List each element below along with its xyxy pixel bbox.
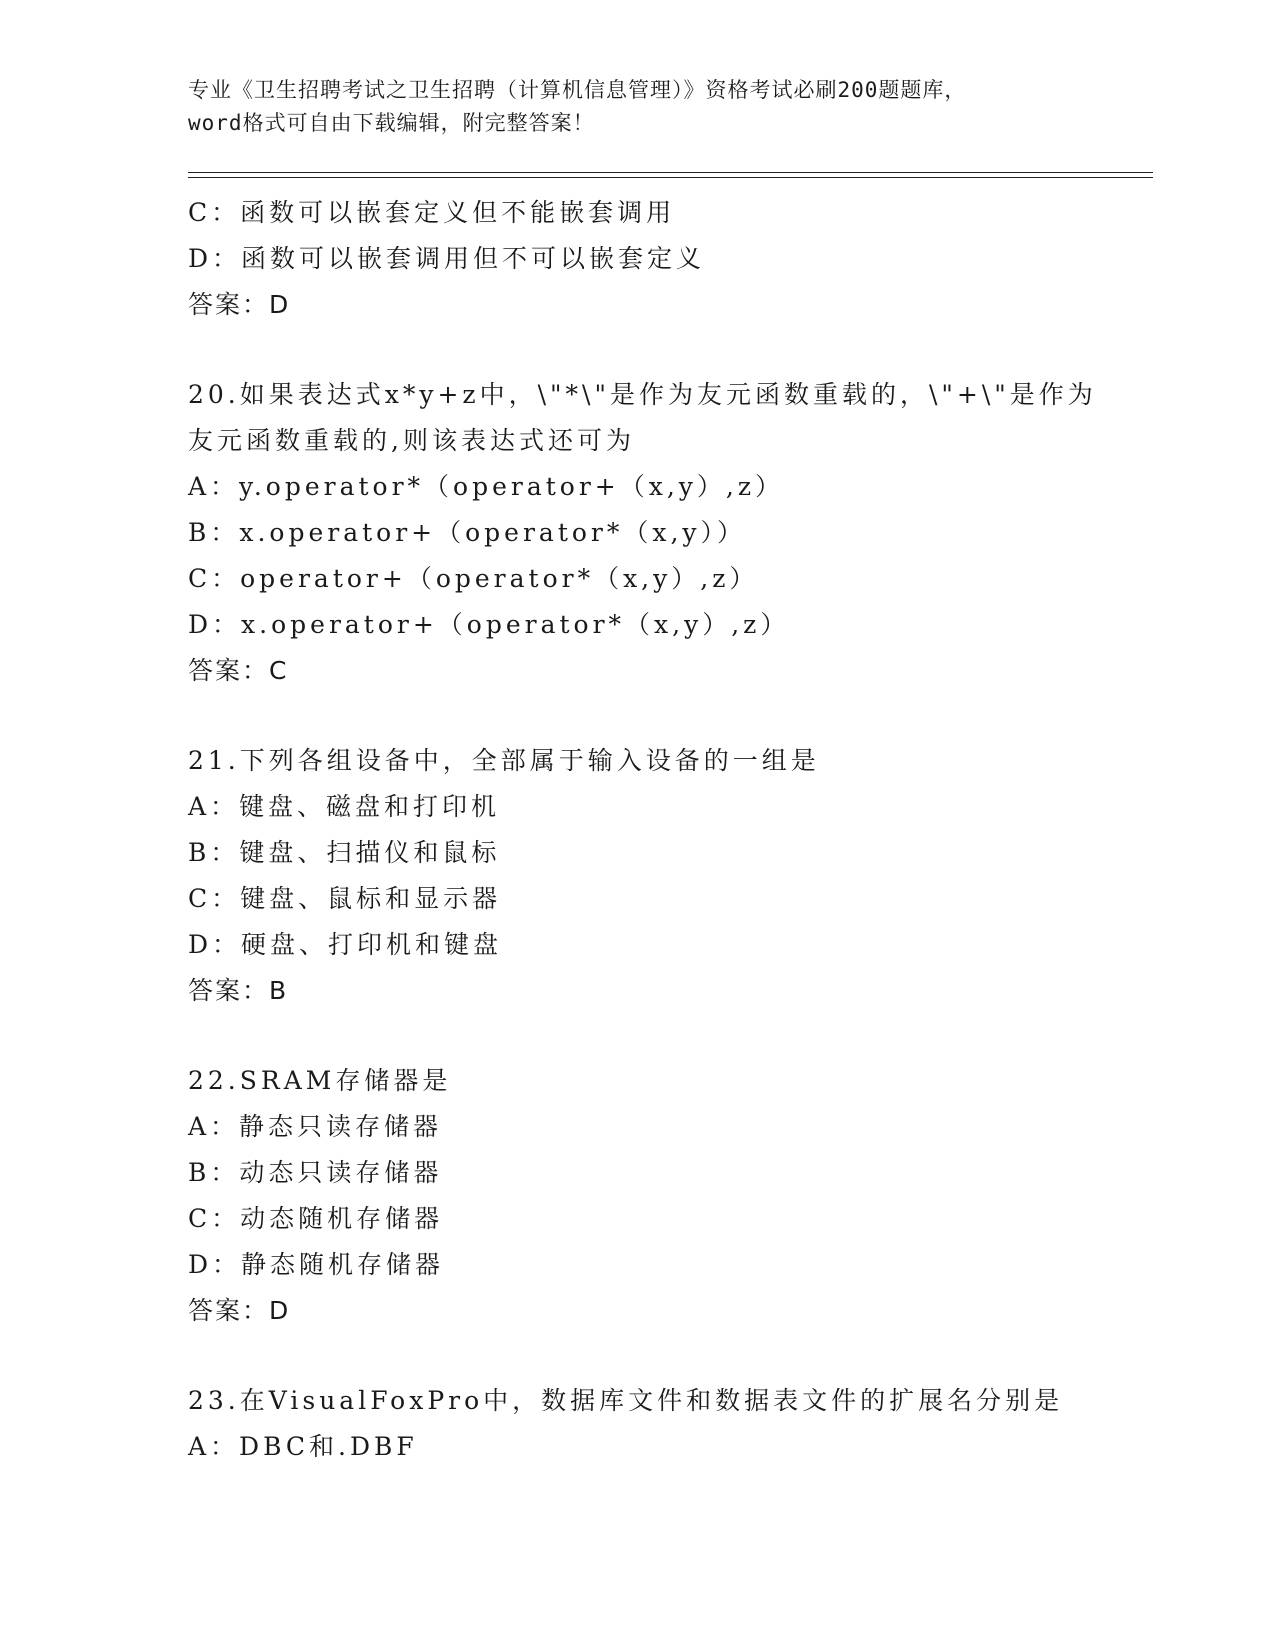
option-d: D：x.operator+（operator*（x,y）,z） xyxy=(188,610,790,639)
option-c: C：动态随机存储器 xyxy=(188,1204,444,1233)
answer-line: 答案：D xyxy=(188,290,291,319)
option-d: D：硬盘、打印机和键盘 xyxy=(188,930,503,959)
question-22 xyxy=(188,1058,1088,1334)
answer-line: 答案：C xyxy=(188,656,289,685)
option-b: B：x.operator+（operator*（x,y）） xyxy=(188,518,747,547)
header-rule-top xyxy=(188,172,1153,173)
question-stem: 20.如果表达式x*y+z中，\"*\"是作为友元函数重载的，\"+\"是作为 xyxy=(188,380,1097,409)
question-23 xyxy=(188,1378,1088,1470)
question-20 xyxy=(188,372,1097,694)
option-b: B：键盘、扫描仪和鼠标 xyxy=(188,838,501,867)
question-stem: 23.在VisualFoxPro中，数据库文件和数据表文件的扩展名分别是 xyxy=(188,1386,1064,1415)
option-d: D：静态随机存储器 xyxy=(188,1250,445,1279)
header-rule-bottom xyxy=(188,177,1153,178)
question-stem: 友元函数重载的,则该表达式还可为 xyxy=(188,426,635,455)
option-a: A：y.operator*（operator+（x,y）,z） xyxy=(188,472,785,501)
option-a: A：键盘、磁盘和打印机 xyxy=(188,792,501,821)
document-header xyxy=(188,74,1088,140)
question-21 xyxy=(188,738,1088,1014)
option-c: C：函数可以嵌套定义但不能嵌套调用 xyxy=(188,198,676,227)
answer-line: 答案：B xyxy=(188,976,289,1005)
question-stem: 22.SRAM存储器是 xyxy=(188,1066,452,1095)
question-19-continued xyxy=(188,190,1088,328)
option-c: C：operator+（operator*（x,y）,z） xyxy=(188,564,759,593)
question-list xyxy=(188,190,1097,1470)
option-c: C：键盘、鼠标和显示器 xyxy=(188,884,502,913)
header-line-2: word格式可自由下载编辑，附完整答案！ xyxy=(188,111,595,135)
option-a: A：DBC和.DBF xyxy=(188,1432,418,1461)
option-b: B：动态只读存储器 xyxy=(188,1158,443,1187)
option-a: A：静态只读存储器 xyxy=(188,1112,443,1141)
question-stem: 21.下列各组设备中，全部属于输入设备的一组是 xyxy=(188,746,820,775)
header-line-1: 专业《卫生招聘考试之卫生招聘（计算机信息管理）》资格考试必刷200题题库， xyxy=(188,78,967,102)
answer-line: 答案：D xyxy=(188,1296,291,1325)
option-d: D：函数可以嵌套调用但不可以嵌套定义 xyxy=(188,244,706,273)
